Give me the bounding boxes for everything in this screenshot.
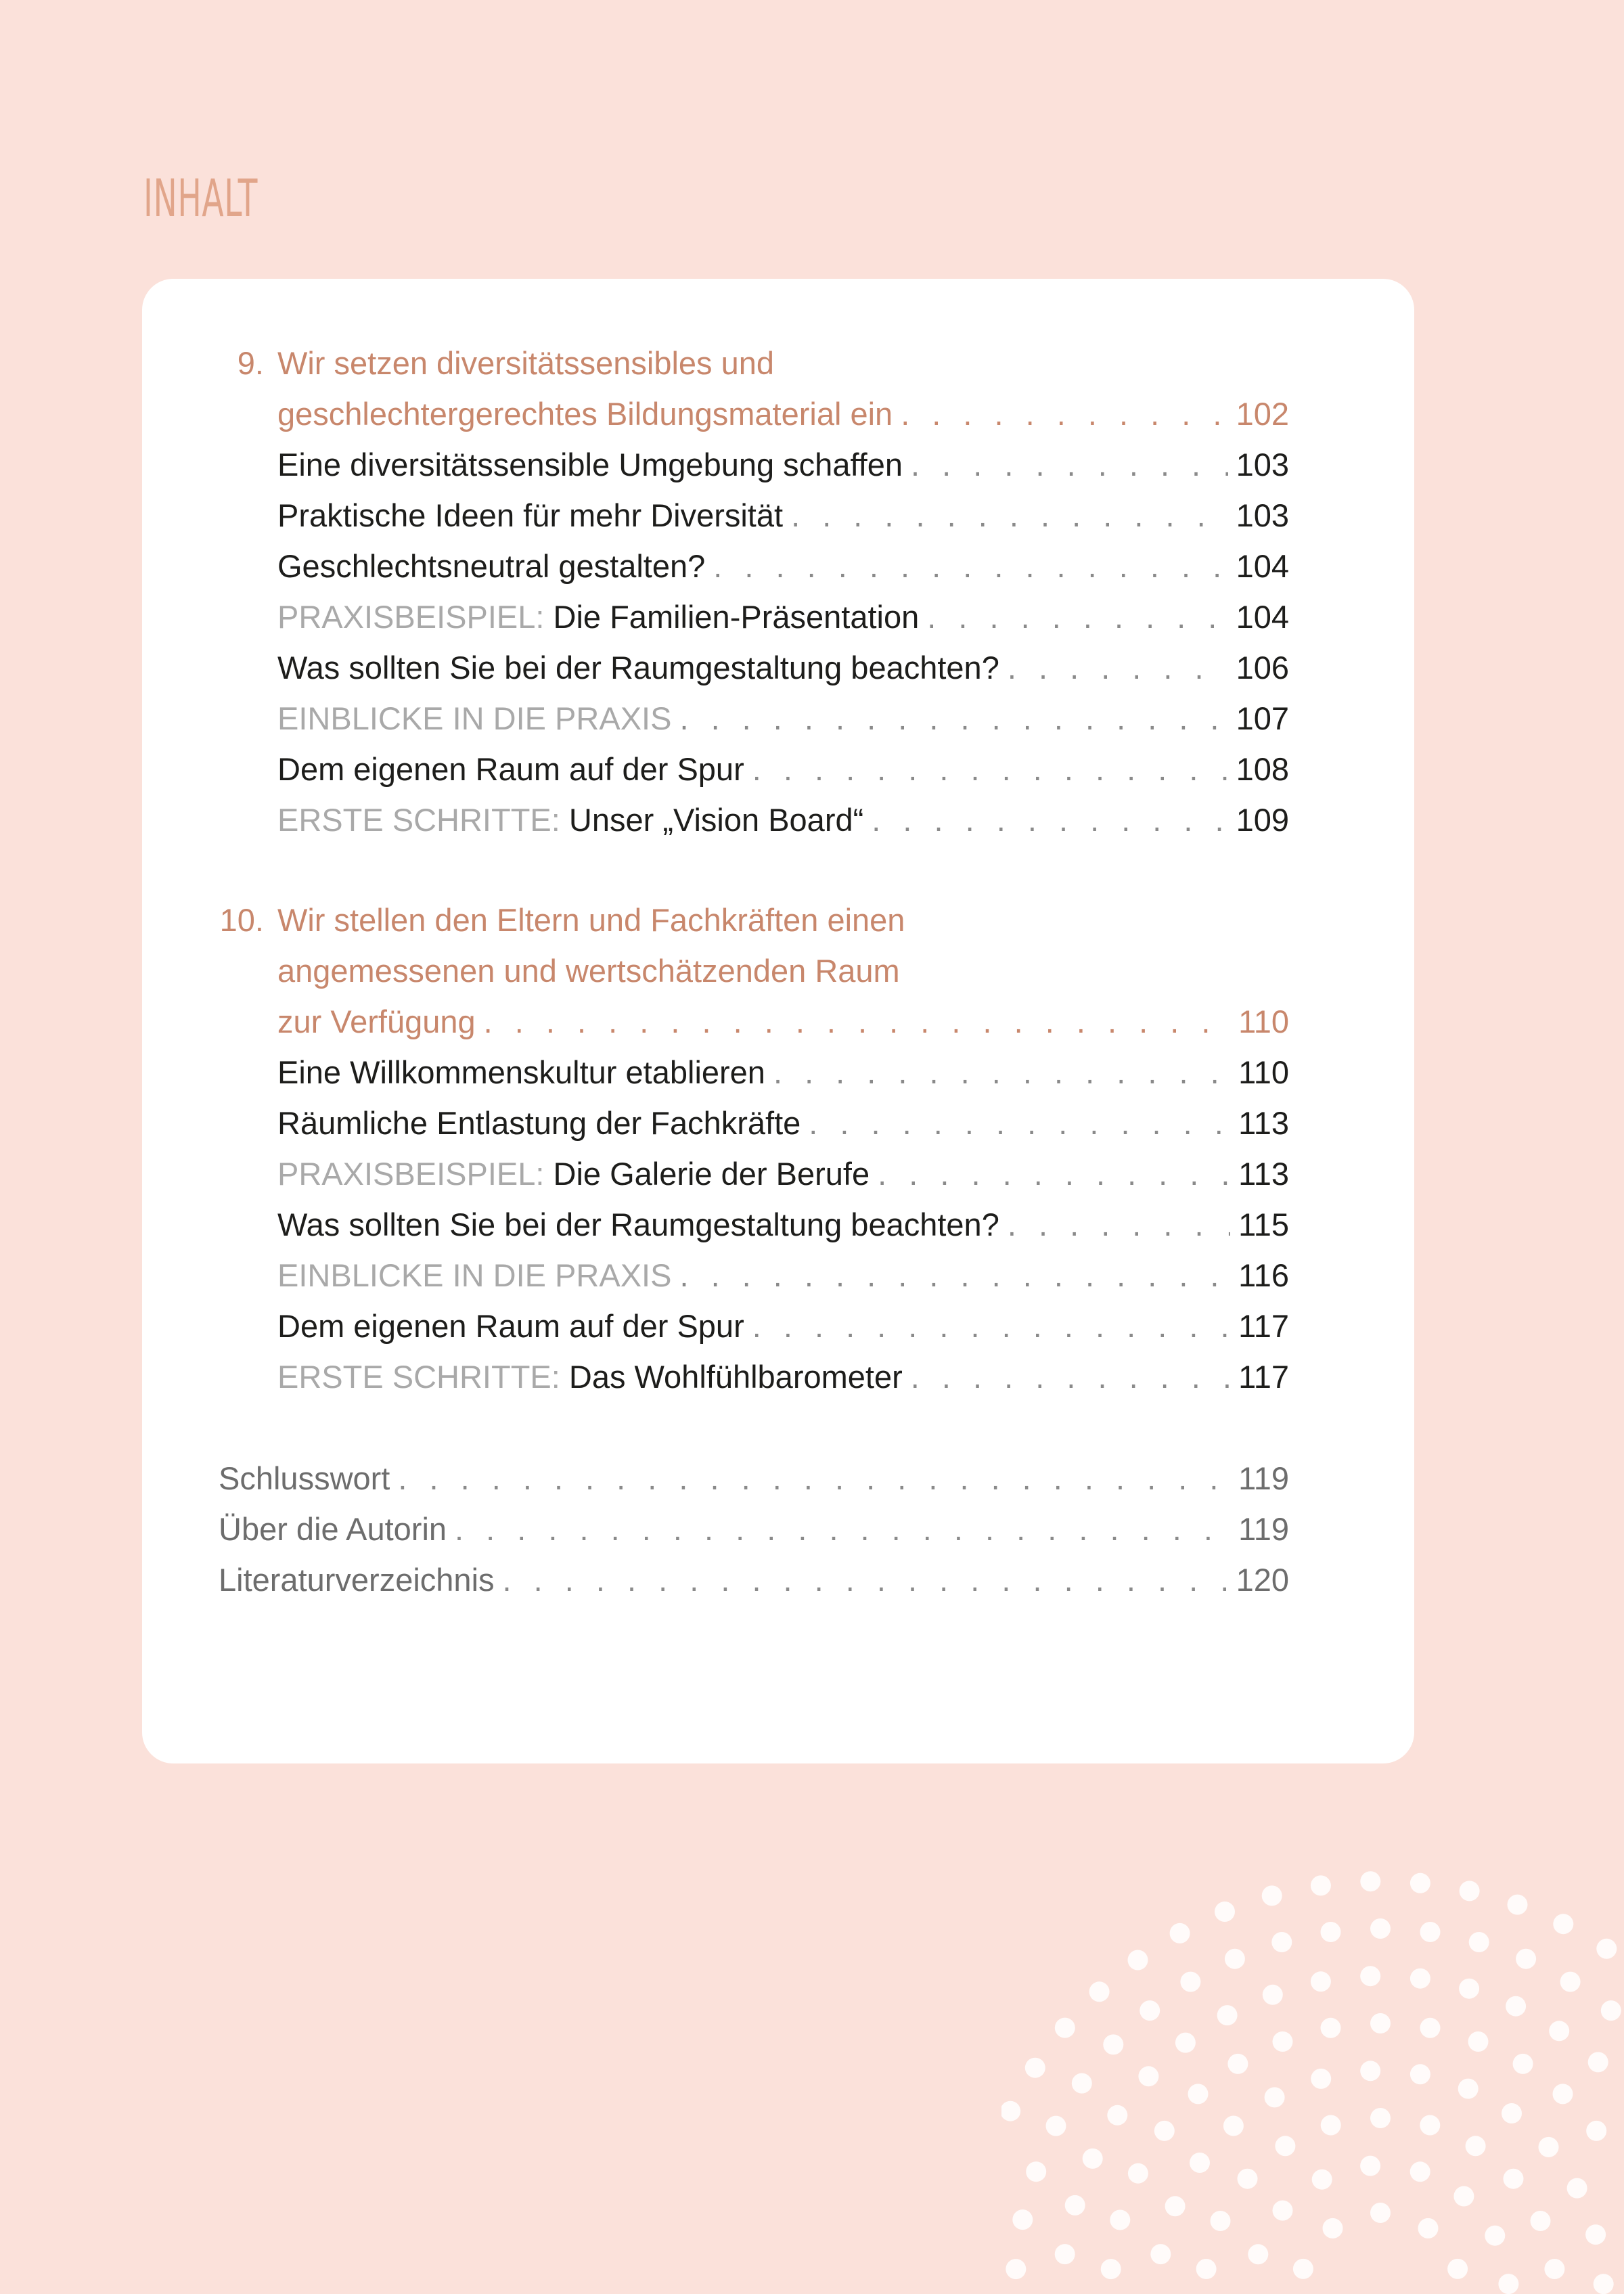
- chapter-title-line: Wir setzen diversitätssensibles und: [277, 345, 775, 381]
- leader-dots: [679, 1250, 1230, 1301]
- decor-dot: [1420, 2115, 1440, 2136]
- decor-dot: [1065, 2195, 1085, 2216]
- entry-label: Räumliche Entlastung der Fachkräfte: [277, 1105, 801, 1141]
- decor-dot: [1128, 2163, 1148, 2184]
- entry-label: Was sollten Sie bei der Raumgestaltung beachten?: [277, 650, 999, 685]
- page-number: 120: [1236, 1562, 1289, 1598]
- entry-tag: ERSTE SCHRITTE:: [277, 1359, 560, 1395]
- decor-dot: [1504, 2169, 1524, 2189]
- leader-dots: [752, 1301, 1230, 1351]
- decor-dot: [1175, 2033, 1196, 2053]
- decor-dot: [1188, 2084, 1209, 2104]
- toc-entry[interactable]: [142, 794, 1289, 845]
- decor-dot: [1128, 1950, 1148, 1971]
- decor-dot: [1190, 2153, 1210, 2173]
- leader-dots: [872, 794, 1227, 845]
- leader-dots: [809, 1098, 1230, 1148]
- leader-dots: [791, 490, 1228, 541]
- decor-dot: [1217, 2005, 1238, 2025]
- entry-label: Die Galerie der Berufe: [553, 1156, 870, 1192]
- decor-dot: [1275, 2136, 1295, 2156]
- chapter-title-line: Wir stellen den Eltern und Fachkräften einen: [277, 902, 905, 938]
- decor-dot: [1453, 2186, 1474, 2207]
- page-number: 103: [1236, 497, 1289, 533]
- entry-label: Praktische Ideen für mehr Diversität: [277, 497, 784, 533]
- decor-dot: [1459, 1979, 1479, 1999]
- toc-entry[interactable]: [142, 439, 1289, 490]
- entry-label: Schlusswort: [219, 1460, 390, 1496]
- decor-dot: [1238, 2169, 1258, 2189]
- leader-dots: [713, 541, 1227, 591]
- page-number: 110: [1238, 1054, 1289, 1090]
- decor-dot: [1293, 2259, 1313, 2279]
- leader-dots: [878, 1148, 1230, 1199]
- chapter-number: 10.: [219, 902, 264, 938]
- page-number: 102: [1236, 396, 1289, 432]
- entry-label: Eine Willkommenskultur etablieren: [277, 1054, 765, 1090]
- chapter-title-line: geschlechtergerechtes Bildungsmaterial ein: [277, 396, 893, 432]
- toc-entry[interactable]: [142, 1351, 1289, 1402]
- chapter-title-line: angemessenen und wertschätzenden Raum: [277, 953, 900, 989]
- entry-label: Was sollten Sie bei der Raumgestaltung beachten?: [277, 1207, 999, 1242]
- toc-entry[interactable]: [142, 693, 1289, 744]
- decor-dot: [1311, 1875, 1331, 1895]
- decor-dot: [1055, 2244, 1075, 2264]
- decor-dot: [1370, 2108, 1391, 2128]
- decor-dot: [1211, 2211, 1231, 2231]
- decor-dot: [1549, 2021, 1569, 2041]
- decor-dot: [1311, 1971, 1331, 1992]
- decor-dot: [1046, 2116, 1066, 2136]
- toc-entry[interactable]: [142, 1148, 1289, 1199]
- decor-dot: [1468, 2031, 1489, 2052]
- decor-dot: [1215, 1902, 1235, 1922]
- chapter-heading-continued[interactable]: [142, 945, 1289, 996]
- decor-dot: [1516, 1949, 1536, 1969]
- decor-dot: [1006, 2259, 1026, 2279]
- toc-entry[interactable]: [142, 642, 1289, 693]
- decor-dot: [1360, 2061, 1380, 2081]
- leader-dots: [927, 591, 1227, 642]
- toc-entry[interactable]: [142, 744, 1289, 794]
- decor-dot: [1469, 1932, 1489, 1952]
- decor-dot: [1567, 2178, 1587, 2199]
- entry-label: Dem eigenen Raum auf der Spur: [277, 1308, 744, 1344]
- chapter-heading-continued[interactable]: [142, 388, 1289, 439]
- page-number: 110: [1238, 1004, 1289, 1039]
- decor-dot: [1150, 2244, 1171, 2264]
- decor-dot: [1588, 2052, 1608, 2072]
- decor-dot: [1262, 1885, 1282, 1906]
- toc-entry[interactable]: [142, 1199, 1289, 1250]
- page-number: 104: [1236, 548, 1289, 584]
- toc-entry[interactable]: [142, 1301, 1289, 1351]
- page-number: 119: [1238, 1460, 1289, 1496]
- entry-tag: PRAXISBEISPIEL:: [277, 599, 545, 635]
- decor-dot: [1601, 2000, 1621, 2021]
- decor-dot: [1360, 2156, 1380, 2176]
- decorative-dot-pattern: [1001, 1827, 1624, 2294]
- decor-dot: [1263, 1985, 1283, 2005]
- decor-dot: [1165, 2196, 1186, 2216]
- decor-dot: [1460, 1881, 1480, 1901]
- decor-dot: [1410, 1969, 1430, 1989]
- decor-dot: [1273, 2201, 1293, 2221]
- decor-dot: [1311, 2069, 1331, 2089]
- page-number: 117: [1238, 1308, 1289, 1344]
- chapter-number: 9.: [237, 345, 264, 381]
- decor-dot: [1586, 2121, 1606, 2141]
- decor-dot: [1312, 2169, 1332, 2190]
- decor-dot: [1485, 2226, 1505, 2246]
- chapter-heading[interactable]: [142, 895, 1289, 945]
- decor-dot: [1323, 2218, 1343, 2239]
- decor-dot: [1321, 1922, 1341, 1942]
- decor-dot: [1502, 2103, 1522, 2123]
- decor-dot: [1513, 2054, 1533, 2074]
- decor-dot: [1025, 2058, 1045, 2078]
- toc-entry[interactable]: [142, 541, 1289, 591]
- decor-dot: [1026, 2161, 1046, 2182]
- entry-tag: EINBLICKE IN DIE PRAXIS: [277, 1257, 672, 1293]
- decor-dot: [1410, 1873, 1430, 1893]
- decor-dot: [1248, 2244, 1268, 2264]
- leader-dots: [1008, 642, 1228, 693]
- decor-dot: [1089, 1981, 1110, 2002]
- entry-label: Geschlechtsneutral gestalten?: [277, 548, 706, 584]
- back-matter-entry[interactable]: [142, 1554, 1289, 1605]
- page-title: INHALT: [143, 168, 258, 228]
- toc-card: [142, 279, 1414, 1763]
- decor-dot: [1140, 2000, 1160, 2021]
- toc-entry[interactable]: [142, 591, 1289, 642]
- decor-dot: [1585, 2224, 1606, 2245]
- toc-entry[interactable]: [142, 1250, 1289, 1301]
- decor-dot: [1273, 2031, 1293, 2052]
- decor-dot: [1321, 2018, 1341, 2038]
- entry-tag: ERSTE SCHRITTE:: [277, 802, 560, 838]
- entry-label: Über die Autorin: [219, 1511, 447, 1547]
- decor-dot: [1410, 2161, 1430, 2182]
- decor-dot: [1103, 2034, 1123, 2054]
- decor-dot: [1498, 2274, 1518, 2294]
- decor-dot: [1154, 2121, 1175, 2141]
- entry-label: Das Wohlfühlbarometer: [568, 1359, 903, 1395]
- entry-label: Literaturverzeichnis: [219, 1562, 495, 1598]
- decor-dot: [1420, 1922, 1441, 1942]
- leader-dots: [901, 388, 1227, 439]
- decor-dot: [1138, 2066, 1158, 2086]
- leader-dots: [503, 1554, 1228, 1605]
- page-number: 106: [1236, 650, 1289, 685]
- leader-dots: [679, 693, 1227, 744]
- decor-dot: [1360, 1871, 1380, 1891]
- page-number: 103: [1236, 447, 1289, 482]
- entry-label: Unser „Vision Board“: [568, 802, 864, 838]
- decor-dot: [1083, 2149, 1103, 2169]
- decor-dot: [1265, 2087, 1285, 2107]
- decor-dot: [1370, 2203, 1391, 2223]
- decor-dot: [1508, 1895, 1528, 1915]
- page-number: 117: [1238, 1359, 1289, 1395]
- decor-dot: [1544, 2259, 1564, 2279]
- decor-dot: [1418, 2218, 1439, 2239]
- page-number: 104: [1236, 599, 1289, 635]
- decor-dot: [1370, 2013, 1391, 2033]
- decor-dot: [1370, 1918, 1391, 1939]
- decor-dot: [1225, 1949, 1245, 1969]
- leader-dots: [911, 1351, 1230, 1402]
- chapter-heading[interactable]: [142, 338, 1289, 388]
- decor-dot: [1420, 2018, 1441, 2038]
- decor-dot: [1223, 2116, 1244, 2136]
- decor-dot: [1360, 1966, 1380, 1986]
- decor-dot: [1560, 1972, 1581, 1992]
- decor-dot: [1180, 1972, 1200, 1992]
- leader-dots: [773, 1047, 1230, 1098]
- leader-dots: [455, 1504, 1230, 1554]
- decor-dot: [1553, 1914, 1573, 1934]
- page-number: 109: [1236, 802, 1289, 838]
- decor-dot: [1107, 2105, 1127, 2126]
- decor-dot: [1196, 2259, 1217, 2279]
- decor-dot: [1101, 2259, 1121, 2279]
- leader-dots: [911, 439, 1228, 490]
- entry-tag: PRAXISBEISPIEL:: [277, 1156, 545, 1192]
- decor-dot: [1539, 2137, 1559, 2157]
- leader-dots: [484, 996, 1230, 1047]
- toc-entry[interactable]: [142, 490, 1289, 541]
- back-matter-entry[interactable]: [142, 1504, 1289, 1554]
- entry-label: Die Familien-Präsentation: [553, 599, 920, 635]
- decor-dot: [1110, 2210, 1130, 2230]
- decor-dot: [1506, 1996, 1526, 2017]
- decor-dot: [1531, 2211, 1551, 2231]
- decor-dot: [1001, 2101, 1020, 2121]
- decor-dot: [1012, 2209, 1033, 2230]
- decor-dot: [1170, 1923, 1190, 1943]
- leader-dots: [1008, 1199, 1230, 1250]
- decor-dot: [1458, 2079, 1479, 2099]
- decor-dot: [1072, 2073, 1092, 2094]
- leader-dots: [398, 1453, 1230, 1504]
- leader-dots: [752, 744, 1228, 794]
- toc-entry[interactable]: [142, 1098, 1289, 1148]
- decor-dot: [1447, 2259, 1468, 2279]
- decor-dot: [1321, 2115, 1341, 2136]
- decor-dot: [1553, 2084, 1573, 2104]
- decor-dot: [1271, 1932, 1292, 1952]
- entry-label: Eine diversitätssensible Umgebung schaffen: [277, 447, 903, 482]
- back-matter-entry[interactable]: [142, 1453, 1289, 1504]
- entry-tag: EINBLICKE IN DIE PRAXIS: [277, 700, 672, 736]
- decor-dot: [1410, 2064, 1430, 2084]
- chapter-title-line: zur Verfügung: [277, 1004, 476, 1039]
- page-number: 108: [1236, 751, 1289, 787]
- decor-dot: [1055, 2018, 1075, 2038]
- decor-dot: [1594, 2274, 1614, 2294]
- page-number: 119: [1238, 1511, 1289, 1547]
- decor-dot: [1466, 2136, 1486, 2156]
- decor-dot: [1227, 2054, 1248, 2074]
- toc-entry[interactable]: [142, 1047, 1289, 1098]
- page-number: 115: [1238, 1207, 1289, 1242]
- entry-label: Dem eigenen Raum auf der Spur: [277, 751, 744, 787]
- chapter-heading-continued[interactable]: [142, 996, 1289, 1047]
- page-number: 113: [1238, 1105, 1289, 1141]
- page-number: 113: [1238, 1156, 1289, 1192]
- page-number: 116: [1238, 1257, 1289, 1293]
- decor-dot: [1596, 1939, 1617, 1959]
- page-number: 107: [1236, 700, 1289, 736]
